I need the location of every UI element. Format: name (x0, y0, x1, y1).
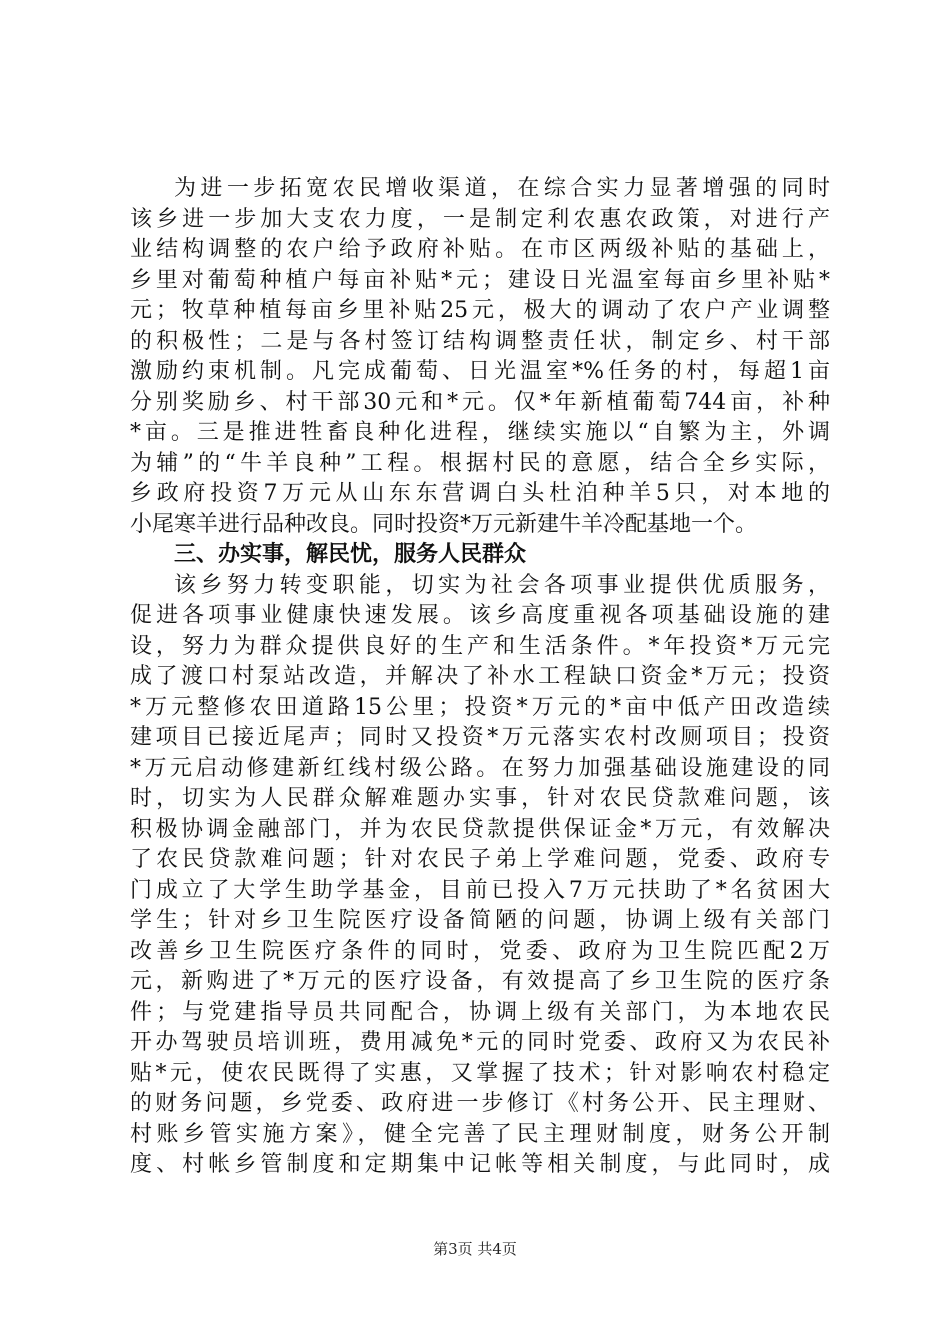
paragraph-2 (130, 571, 830, 1181)
paragraph-line: 小尾寒羊进行品种改良。同时投资*万元新建牛羊冷配基地一个。 (130, 511, 758, 537)
paragraph-line: 了农民贷款难问题；针对农民子弟上学难问题，党委、政府专 (130, 847, 830, 872)
paragraph-line: 门成立了大学生助学基金，目前已投入7万元扶助了*名贫困大 (130, 877, 830, 903)
paragraph-line: 成了渡口村泵站改造，并解决了补水工程缺口资金*万元；投资 (130, 664, 830, 689)
page-number: 第3页 共4页 (433, 1240, 517, 1258)
paragraph-line: 建项目已接近尾声；同时又投资*万元落实农村改厕项目；投资 (130, 725, 830, 750)
paragraph-line: 分别奖励乡、村干部30元和*元。仅*年新植葡萄744亩，补种 (130, 389, 830, 415)
paragraph-line: 元；牧草种植每亩乡里补贴25元，极大的调动了农户产业调整 (130, 298, 830, 323)
paragraph-line: 为进一步拓宽农民增收渠道，在综合实力显著增强的同时 (174, 176, 830, 201)
paragraph-line: 学生；针对乡卫生院医疗设备简陋的问题，协调上级有关部门 (130, 908, 830, 933)
page-footer (0, 1238, 950, 1259)
paragraph-line: 激励约束机制。凡完成葡萄、日光温室*%任务的村，每超1亩 (130, 359, 830, 384)
paragraph-line: 的积极性；二是与各村签订结构调整责任状，制定乡、村干部 (130, 328, 830, 354)
paragraph-line: 设，努力为群众提供良好的生产和生活条件。*年投资*万元完 (130, 633, 830, 659)
paragraph-line: 乡里对葡萄种植户每亩补贴*元；建设日光温室每亩乡里补贴* (130, 267, 830, 293)
paragraph-line: 元，新购进了*万元的医疗设备，有效提高了乡卫生院的医疗条 (130, 969, 830, 994)
paragraph-line: 为辅”的“牛羊良种”工程。根据村民的意愿，结合全乡实际， (130, 450, 830, 476)
paragraph-line: 的财务问题，乡党委、政府进一步修订《村务公开、民主理财、 (130, 1091, 830, 1116)
paragraph-line: 该乡进一步加大支农力度，一是制定利农惠农政策，对进行产 (130, 206, 830, 232)
paragraph-line: 乡政府投资7万元从山东东营调白头杜泊种羊5只，对本地的 (130, 481, 830, 506)
paragraph-1 (130, 174, 830, 540)
paragraph-line: 促进各项事业健康快速发展。该乡高度重视各项基础设施的建 (130, 603, 830, 628)
paragraph-line: 积极协调金融部门，并为农民贷款提供保证金*万元，有效解决 (130, 816, 830, 842)
section-heading: 三、办实事，解民忧，服务人民群众 (174, 542, 527, 567)
paragraph-line: 该乡努力转变职能，切实为社会各项事业提供优质服务， (174, 572, 830, 598)
paragraph-line: 时，切实为人民群众解难题办实事，针对农民贷款难问题，该 (130, 786, 830, 811)
paragraph-line: 开办驾驶员培训班，费用减免*元的同时党委、政府又为农民补 (130, 1030, 830, 1055)
paragraph-line: *万元启动修建新红线村级公路。在努力加强基础设施建设的同 (130, 755, 830, 781)
paragraph-line: 贴*元，使农民既得了实惠，又掌握了技术；针对影响农村稳定 (130, 1060, 830, 1086)
paragraph-line: 度、村帐乡管制度和定期集中记帐等相关制度，与此同时，成 (130, 1152, 830, 1177)
paragraph-line: 业结构调整的农户给予政府补贴。在市区两级补贴的基础上， (130, 237, 830, 262)
document-body (130, 174, 830, 1181)
paragraph-line: *亩。三是推进牲畜良种化进程，继续实施以“自繁为主，外调 (130, 420, 830, 445)
paragraph-line: *万元整修农田道路15公里；投资*万元的*亩中低产田改造续 (130, 694, 830, 720)
paragraph-line: 村账乡管实施方案》，健全完善了民主理财制度，财务公开制 (130, 1121, 830, 1147)
paragraph-line: 改善乡卫生院医疗条件的同时，党委、政府为卫生院匹配2万 (130, 938, 830, 964)
paragraph-line: 件；与党建指导员共同配合，协调上级有关部门，为本地农民 (130, 999, 830, 1025)
